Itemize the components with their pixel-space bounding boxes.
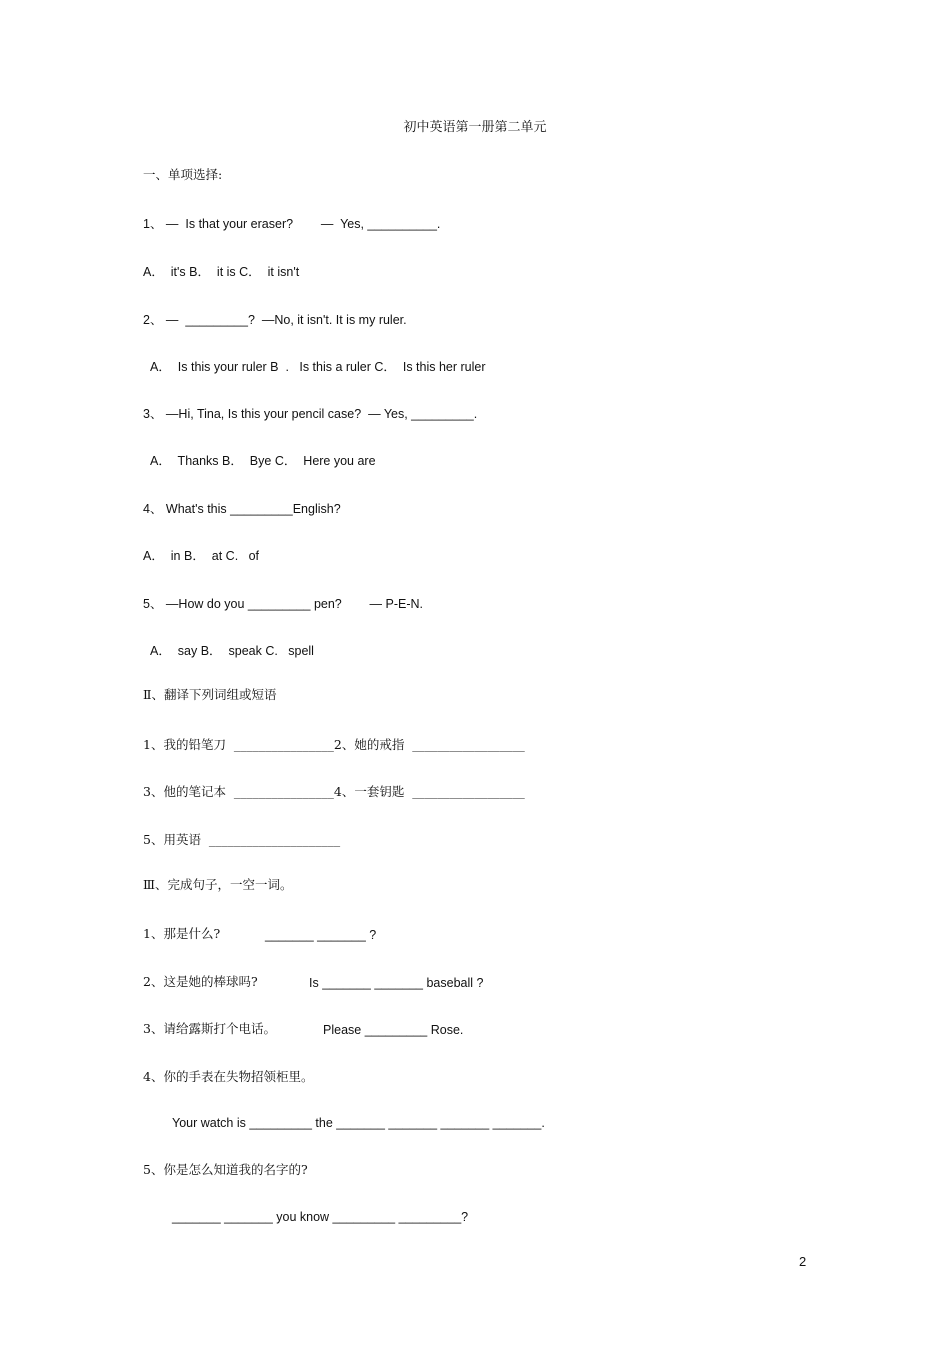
question-3: 3、 —Hi, Tina, Is this your pencil case? — Yes, _________. xyxy=(143,407,478,421)
question-2-options: A． Is this your ruler B . Is this a ruler C． Is this her ruler xyxy=(150,360,486,374)
sentence-1-chinese: 1、那是什么? xyxy=(143,926,221,941)
question-3-options: A． Thanks B． Bye C． Here you are xyxy=(150,454,376,468)
section-3-heading: Ⅲ、完成句子，一空一词。 xyxy=(143,877,293,892)
sentence-4-english: Your watch is _________ the _______ _______ _______ _______. xyxy=(172,1116,545,1130)
translate-row-2: 3、他的笔记本 ________________4、一套钥匙 __________________ xyxy=(143,784,525,799)
question-5: 5、 —How do you _________ pen? — P-E-N. xyxy=(143,597,424,611)
question-2: 2、 — _________? —No, it isn't. It is my ruler. xyxy=(143,313,407,327)
question-5-options: A． say B． speak C. spell xyxy=(150,644,314,658)
page-number: 2 xyxy=(799,1254,807,1269)
sentence-3-chinese: 3、请给露斯打个电话。 xyxy=(143,1021,276,1036)
page-title: 初中英语第一册第二单元 xyxy=(403,120,547,135)
question-1-options: A． it's B． it is C． it isn't xyxy=(143,265,300,279)
sentence-3-english: Please _________ Rose. xyxy=(323,1023,464,1037)
translate-row-1: 1、我的铅笔刀 ________________2、她的戒指 __________________ xyxy=(143,737,525,752)
question-4-options: A． in B． at C. of xyxy=(143,549,260,563)
sentence-2-chinese: 2、这是她的棒球吗? xyxy=(143,974,258,989)
sentence-1-english: _______ _______ ? xyxy=(265,928,377,942)
section-1-heading: 一、单项选择: xyxy=(143,167,223,182)
translate-row-3: 5、用英语 _____________________ xyxy=(143,832,341,847)
sentence-5-chinese: 5、你是怎么知道我的名字的? xyxy=(143,1162,308,1177)
sentence-2-english: Is _______ _______ baseball ? xyxy=(309,976,484,990)
sentence-4-chinese: 4、你的手表在失物招领柜里。 xyxy=(143,1069,314,1084)
sentence-5-english: _______ _______ you know _________ _________? xyxy=(172,1210,469,1224)
question-1: 1、 — Is that your eraser? — Yes, __________. xyxy=(143,217,441,231)
section-2-heading: Ⅱ、翻译下列词组或短语 xyxy=(143,687,277,702)
question-4: 4、 What's this _________English? xyxy=(143,502,341,516)
